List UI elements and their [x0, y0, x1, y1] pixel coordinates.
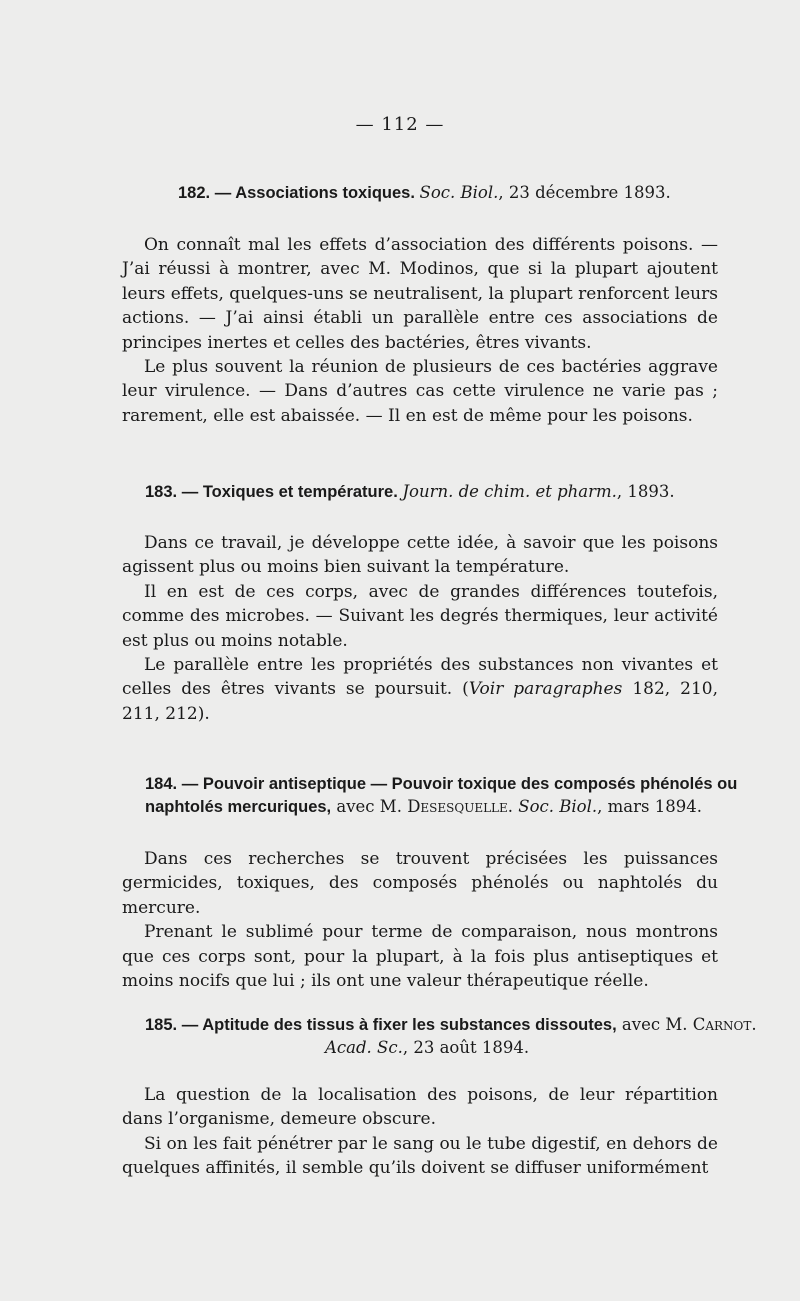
entry-182-heading [178, 182, 671, 204]
entry-title: Aptitude des tissus à fixer les substances dissoutes, [202, 1016, 617, 1034]
entry-184-heading [145, 773, 737, 795]
paragraph: Si on les fait pénétrer par le sang ou le tube digestif, en dehors de quelques affinités, il semble qu’ils doivent se diffuser uniformément [122, 1133, 718, 1179]
paragraph-text: 182, 210, 211, 212). [122, 679, 718, 724]
entry-date: , mars 1894. [597, 797, 702, 816]
paragraph: Dans ce travail, je développe cette idée, à savoir que les poisons agissent plus ou moins bien suivant la température. [122, 533, 718, 578]
entry-184-body [122, 847, 718, 993]
entry-number: 185. [145, 1016, 178, 1034]
entry-dash: — [181, 1016, 199, 1034]
page-number: — 112 — [355, 114, 445, 135]
paragraph: On connaît mal les effets d’association des différents poisons. — J’ai réussi à montrer, avec M. Modinos, que si la plupart ajoutent leurs effets, quelques-uns se neutralisent, la plupart renforcent leurs actions. — J’ai ainsi établi un parallèle entre ces associations de principes inertes et celles des bactéries, êtres vivants. [122, 235, 718, 353]
entry-number: 183. [145, 483, 178, 501]
entry-journal: Soc. Biol. [518, 797, 598, 816]
entry-date: , 23 août 1894. [402, 1038, 530, 1057]
entry-journal: Soc. Biol. [419, 183, 499, 202]
entry-title: Associations toxiques. [235, 184, 415, 202]
entry-title: Pouvoir antiseptique — Pouvoir toxique des composés phénolés ou [202, 775, 738, 793]
entry-coauthor: Carnot [692, 1015, 752, 1034]
paragraph: La question de la localisation des poisons, de leur répartition dans l’organisme, demeure obscure. [122, 1085, 718, 1130]
entry-with: avec M. [616, 1015, 693, 1034]
entry-journal: Acad. Sc. [325, 1038, 403, 1057]
paragraph: Le plus souvent la réunion de plusieurs de ces bactéries aggrave leur virulence. — Dans d’autres cas cette virulence ne varie pas ; rarement, elle est abaissée. — Il en est de même pour les poisons. [122, 357, 718, 426]
entry-title: naphtolés mercuriques, [145, 798, 332, 816]
entry-184-heading-line2 [145, 796, 702, 818]
entry-185-heading [145, 1014, 757, 1036]
entry-coauthor: Desesquelle [407, 797, 508, 816]
cross-reference: Voir paragraphes [468, 679, 623, 700]
entry-date: , 1893. [616, 482, 675, 501]
entry-punct: . [507, 797, 519, 816]
entry-with: avec M. [331, 797, 408, 816]
paragraph: Prenant le sublimé pour terme de comparaison, nous montrons que ces corps sont, pour la plupart, à la fois plus antiseptiques et moins nocifs que lui ; ils ont une valeur thérapeutique réelle. [122, 922, 718, 992]
entry-title: Toxiques et température. [202, 483, 398, 501]
entry-number: 182. [178, 184, 211, 202]
paragraph [122, 653, 718, 726]
entry-date: , 23 décembre 1893. [498, 183, 671, 202]
entry-183-heading [145, 481, 675, 503]
paragraph-text: Le parallèle entre les propriétés des substances non vivantes et celles des êtres vivants se poursuit. ( [122, 655, 718, 700]
entry-185-body [122, 1083, 718, 1181]
entry-183-body [122, 531, 718, 726]
entry-punct: . [751, 1015, 757, 1034]
paragraph: Dans ces recherches se trouvent précisées les puissances germicides, toxiques, des composés phénolés ou naphtolés du mercure. [122, 849, 718, 918]
entry-number: 184. [145, 775, 178, 793]
entry-185-heading-line2 [325, 1037, 529, 1059]
entry-182-body [122, 233, 718, 428]
entry-dash: — [181, 483, 199, 501]
entry-journal: Journ. de chim. et pharm. [402, 482, 617, 501]
entry-dash: — [181, 775, 199, 793]
paragraph: Il en est de ces corps, avec de grandes différences toutefois, comme des microbes. — Suivant les degrés thermiques, leur activité est plus ou moins notable. [122, 581, 718, 651]
entry-dash: — [214, 184, 232, 202]
